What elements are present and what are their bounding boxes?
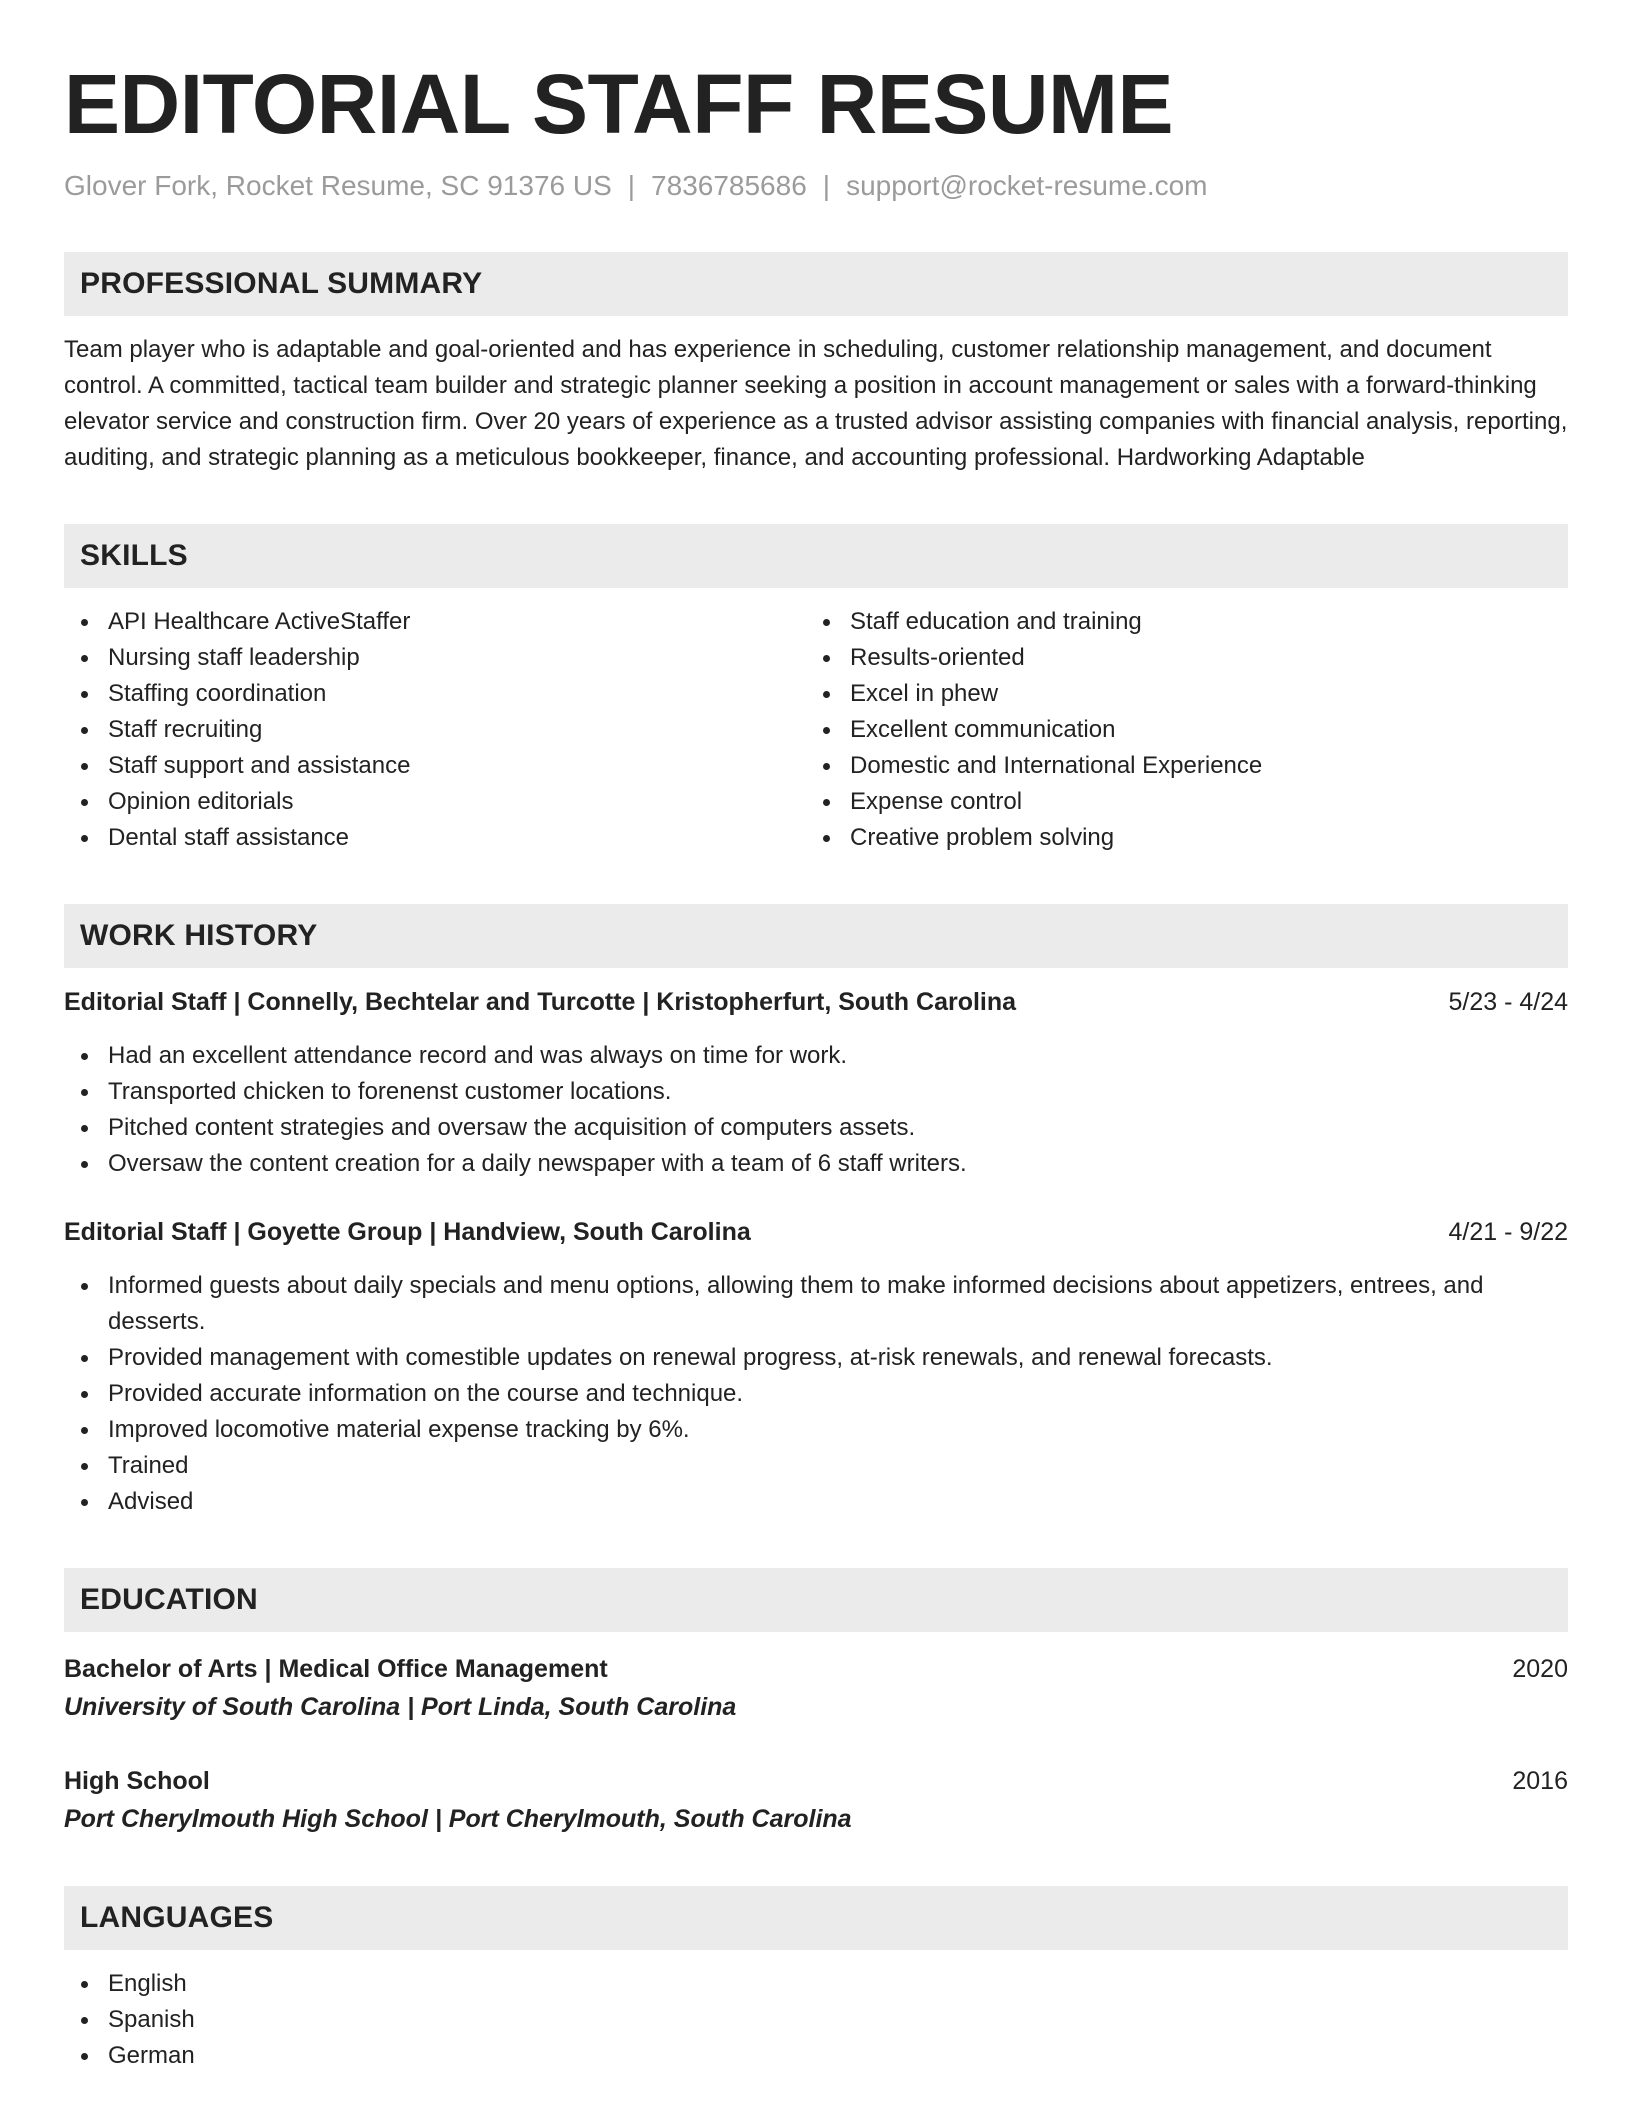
contact-phone: 7836785686 bbox=[651, 170, 807, 201]
education-school: University of South Carolina | Port Linda, South Carolina bbox=[64, 1693, 737, 1721]
work-entry-header bbox=[64, 1214, 1568, 1250]
skill-item: Expense control bbox=[806, 784, 1548, 820]
skill-item: Opinion editorials bbox=[64, 784, 806, 820]
education-entry bbox=[64, 1762, 1568, 1838]
skill-item: Staff recruiting bbox=[64, 712, 806, 748]
section-heading-summary: PROFESSIONAL SUMMARY bbox=[64, 252, 1568, 316]
work-entry-dates: 5/23 - 4/24 bbox=[1448, 988, 1568, 1016]
skill-item: Excellent communication bbox=[806, 712, 1548, 748]
work-entry-header bbox=[64, 984, 1568, 1020]
skill-item: Nursing staff leadership bbox=[64, 640, 806, 676]
work-bullet: Trained bbox=[64, 1448, 1568, 1484]
work-entry-title: Editorial Staff | Connelly, Bechtelar and Turcotte | Kristopherfurt, South Carolina bbox=[64, 988, 1017, 1016]
education-degree: High School bbox=[64, 1767, 210, 1795]
work-entry bbox=[64, 1214, 1568, 1520]
work-bullet: Had an excellent attendance record and was always on time for work. bbox=[64, 1038, 1568, 1074]
contact-separator: | bbox=[822, 170, 831, 201]
contact-line bbox=[64, 168, 1568, 204]
education-entry-header bbox=[64, 1650, 1568, 1688]
work-entry-dates: 4/21 - 9/22 bbox=[1448, 1218, 1568, 1246]
skill-item: Staff support and assistance bbox=[64, 748, 806, 784]
section-heading-languages: LANGUAGES bbox=[64, 1886, 1568, 1950]
language-item: German bbox=[64, 2038, 1568, 2074]
work-bullet: Advised bbox=[64, 1484, 1568, 1520]
skills-column-left bbox=[64, 604, 806, 856]
work-bullet: Improved locomotive material expense tracking by 6%. bbox=[64, 1412, 1568, 1448]
work-bullet: Provided management with comestible updates on renewal progress, at-risk renewals, and renewal forecasts. bbox=[64, 1340, 1568, 1376]
work-entry-bullets bbox=[64, 1038, 1568, 1182]
section-heading-education: EDUCATION bbox=[64, 1568, 1568, 1632]
education-degree: Bachelor of Arts | Medical Office Management bbox=[64, 1655, 608, 1683]
contact-separator: | bbox=[627, 170, 636, 201]
contact-email[interactable]: support@rocket-resume.com bbox=[846, 170, 1208, 201]
languages-list bbox=[64, 1966, 1568, 2074]
work-bullet: Provided accurate information on the course and technique. bbox=[64, 1376, 1568, 1412]
skill-item: Staff education and training bbox=[806, 604, 1548, 640]
work-entry-bullets bbox=[64, 1268, 1568, 1520]
work-bullet: Pitched content strategies and oversaw the acquisition of computers assets. bbox=[64, 1110, 1568, 1146]
education-year: 2016 bbox=[1512, 1767, 1568, 1795]
skills-column-right bbox=[806, 604, 1548, 856]
skill-item: API Healthcare ActiveStaffer bbox=[64, 604, 806, 640]
education-year: 2020 bbox=[1512, 1655, 1568, 1683]
education-school: Port Cherylmouth High School | Port Cherylmouth, South Carolina bbox=[64, 1805, 852, 1833]
work-bullet: Informed guests about daily specials and menu options, allowing them to make informed decisions about appetizers, entrees, and desserts. bbox=[64, 1268, 1568, 1340]
skill-item: Staffing coordination bbox=[64, 676, 806, 712]
skill-item: Creative problem solving bbox=[806, 820, 1548, 856]
skills-list bbox=[64, 604, 1568, 856]
education-entry-header bbox=[64, 1762, 1568, 1800]
work-bullet: Transported chicken to forenenst customer locations. bbox=[64, 1074, 1568, 1110]
section-heading-skills: SKILLS bbox=[64, 524, 1568, 588]
skill-item: Excel in phew bbox=[806, 676, 1548, 712]
education-entry bbox=[64, 1650, 1568, 1726]
work-bullet: Oversaw the content creation for a daily newspaper with a team of 6 staff writers. bbox=[64, 1146, 1568, 1182]
work-entry bbox=[64, 984, 1568, 1182]
language-item: Spanish bbox=[64, 2002, 1568, 2038]
contact-address: Glover Fork, Rocket Resume, SC 91376 US bbox=[64, 170, 612, 201]
language-item: English bbox=[64, 1966, 1568, 2002]
skill-item: Domestic and International Experience bbox=[806, 748, 1548, 784]
section-heading-work-history: WORK HISTORY bbox=[64, 904, 1568, 968]
skill-item: Results-oriented bbox=[806, 640, 1548, 676]
professional-summary-text: Team player who is adaptable and goal-oriented and has experience in scheduling, customer relationship management, and document control. A committed, tactical team builder and strategic planner seeking a position in account management or sales with a forward-thinking elevator service and construction firm. Over 20 years of experience as a trusted advisor assisting companies with financial analysis, reporting, auditing, and strategic planning as a meticulous bookkeeper, finance, and accounting professional. Hardworking Adaptable bbox=[64, 336, 1568, 471]
work-entry-title: Editorial Staff | Goyette Group | Handview, South Carolina bbox=[64, 1218, 751, 1246]
skill-item: Dental staff assistance bbox=[64, 820, 806, 856]
resume-title: EDITORIAL STAFF RESUME bbox=[64, 57, 1174, 151]
resume-page bbox=[64, 56, 1568, 2074]
